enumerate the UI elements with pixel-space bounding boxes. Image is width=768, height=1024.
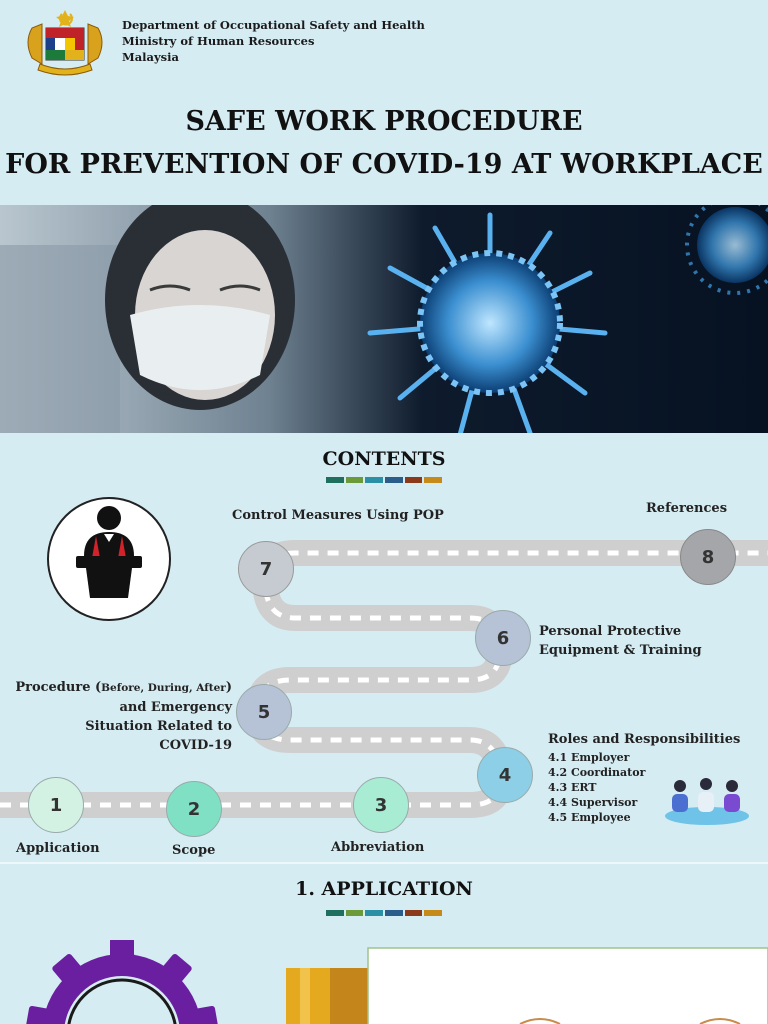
role-item: 4.2 Coordinator — [548, 766, 646, 779]
stop-3[interactable]: 3 — [353, 777, 409, 833]
stop-2-label: Scope — [172, 843, 216, 858]
application-color-bar — [326, 910, 442, 916]
org-country: Malaysia — [122, 50, 179, 64]
title-line-1: SAFE WORK PROCEDURE — [185, 106, 583, 137]
stop-5[interactable]: 5 — [236, 684, 292, 740]
org-ministry: Ministry of Human Resources — [122, 34, 315, 48]
roles-list — [548, 750, 645, 825]
masked-woman-and-virus-image — [0, 205, 768, 433]
title-line-2: FOR PREVENTION OF COVID-19 AT WORKPLACE — [5, 149, 763, 180]
stop-8[interactable]: 8 — [680, 529, 736, 585]
stop-7-label: Control Measures Using POP — [232, 508, 444, 523]
contents-heading: CONTENTS — [322, 448, 446, 470]
stop-1-label: Application — [16, 841, 100, 856]
stop-7[interactable]: 7 — [238, 541, 294, 597]
role-item: 4.3 ERT — [548, 781, 597, 794]
stop-6[interactable]: 6 — [475, 610, 531, 666]
stop-3-label: Abbreviation — [331, 840, 425, 855]
organization-name — [122, 17, 425, 65]
application-illustrations — [0, 940, 768, 1024]
stop-6-label: Personal Protective Equipment & Training — [539, 624, 702, 658]
box-icon — [286, 968, 376, 1024]
page-title — [0, 100, 768, 186]
malaysia-coat-of-arms-logo — [18, 6, 112, 78]
stop-4[interactable]: 4 — [477, 747, 533, 803]
role-item: 4.4 Supervisor — [548, 796, 638, 809]
stop-1[interactable]: 1 — [28, 777, 84, 833]
role-item: 4.1 Employer — [548, 751, 630, 764]
header — [0, 0, 768, 90]
application-illustration-art — [0, 940, 768, 1024]
stop-4-label: Roles and Responsibilities — [548, 732, 741, 747]
hero-image — [0, 205, 768, 433]
stop-2[interactable]: 2 — [166, 781, 222, 837]
application-heading: 1. APPLICATION — [295, 878, 473, 900]
stop-8-label: References — [646, 501, 728, 516]
role-item: 4.5 Employee — [548, 811, 631, 824]
section-divider — [0, 862, 768, 864]
stop-5-label: Procedure (Before, During, After) and Emergency Situation Related to COVID-19 — [15, 680, 232, 753]
org-department: Department of Occupational Safety and Health — [122, 18, 425, 32]
gear-icon — [25, 940, 218, 1024]
team-workers-illustration — [664, 772, 750, 826]
